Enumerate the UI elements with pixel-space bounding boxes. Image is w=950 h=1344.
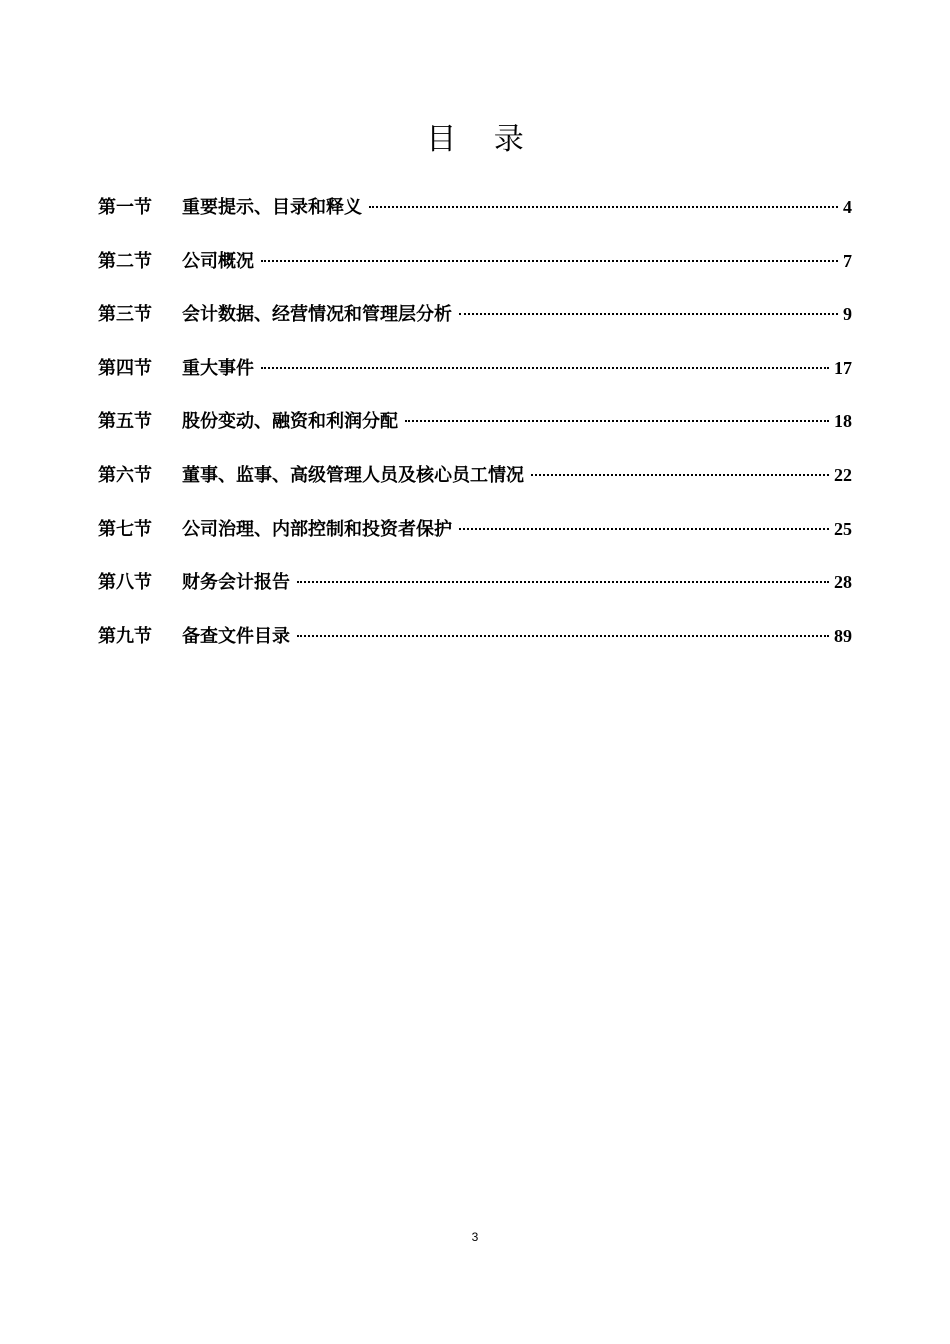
toc-section-title: 财务会计报告 xyxy=(182,572,290,594)
toc-section-label: 第七节 xyxy=(98,518,152,540)
toc-dot-leader xyxy=(369,206,838,208)
toc-page-number: 22 xyxy=(834,464,852,485)
toc-dot-leader xyxy=(459,528,829,530)
toc-entry[interactable] xyxy=(98,296,852,350)
toc-dot-leader xyxy=(261,260,838,262)
toc-section-label: 第九节 xyxy=(98,625,152,647)
page-number: 3 xyxy=(471,1230,479,1244)
toc-dot-leader xyxy=(297,635,829,637)
toc-section-label: 第五节 xyxy=(98,411,152,433)
toc-section-label: 第八节 xyxy=(98,572,152,594)
toc-entry[interactable] xyxy=(98,189,852,243)
toc-entry[interactable] xyxy=(98,618,852,672)
toc-page-number: 4 xyxy=(843,197,852,217)
toc-dot-leader xyxy=(297,581,829,583)
toc-entry[interactable] xyxy=(98,511,852,565)
table-of-contents xyxy=(98,189,852,671)
toc-section-title: 公司治理、内部控制和投资者保护 xyxy=(182,518,452,540)
toc-page-number: 89 xyxy=(834,625,852,646)
toc-section-title: 备查文件目录 xyxy=(182,625,290,647)
page-title: 目 录 xyxy=(426,122,538,157)
toc-page-number: 7 xyxy=(843,250,852,271)
toc-section-label: 第四节 xyxy=(98,357,152,379)
toc-section-label: 第二节 xyxy=(98,250,152,272)
toc-dot-leader xyxy=(261,367,829,369)
toc-dot-leader xyxy=(459,313,838,315)
toc-page-number: 25 xyxy=(834,518,852,539)
toc-section-title: 股份变动、融资和利润分配 xyxy=(182,411,398,433)
toc-entry[interactable] xyxy=(98,403,852,457)
toc-section-title: 公司概况 xyxy=(182,250,254,272)
toc-entry[interactable] xyxy=(98,564,852,618)
toc-section-title: 重大事件 xyxy=(182,357,254,379)
toc-section-title: 会计数据、经营情况和管理层分析 xyxy=(182,304,452,326)
toc-page-number: 17 xyxy=(834,357,852,378)
toc-entry[interactable] xyxy=(98,243,852,297)
toc-page-number: 18 xyxy=(834,411,852,432)
toc-page-number: 9 xyxy=(843,304,852,325)
toc-entry[interactable] xyxy=(98,457,852,511)
toc-dot-leader xyxy=(405,420,829,422)
toc-page-number: 28 xyxy=(834,572,852,593)
toc-section-label: 第一节 xyxy=(98,197,152,218)
toc-section-label: 第六节 xyxy=(98,464,152,486)
toc-entry[interactable] xyxy=(98,350,852,404)
toc-section-title: 董事、监事、高级管理人员及核心员工情况 xyxy=(182,464,524,486)
toc-dot-leader xyxy=(531,474,829,476)
toc-section-title: 重要提示、目录和释义 xyxy=(182,197,362,218)
toc-section-label: 第三节 xyxy=(98,304,152,326)
